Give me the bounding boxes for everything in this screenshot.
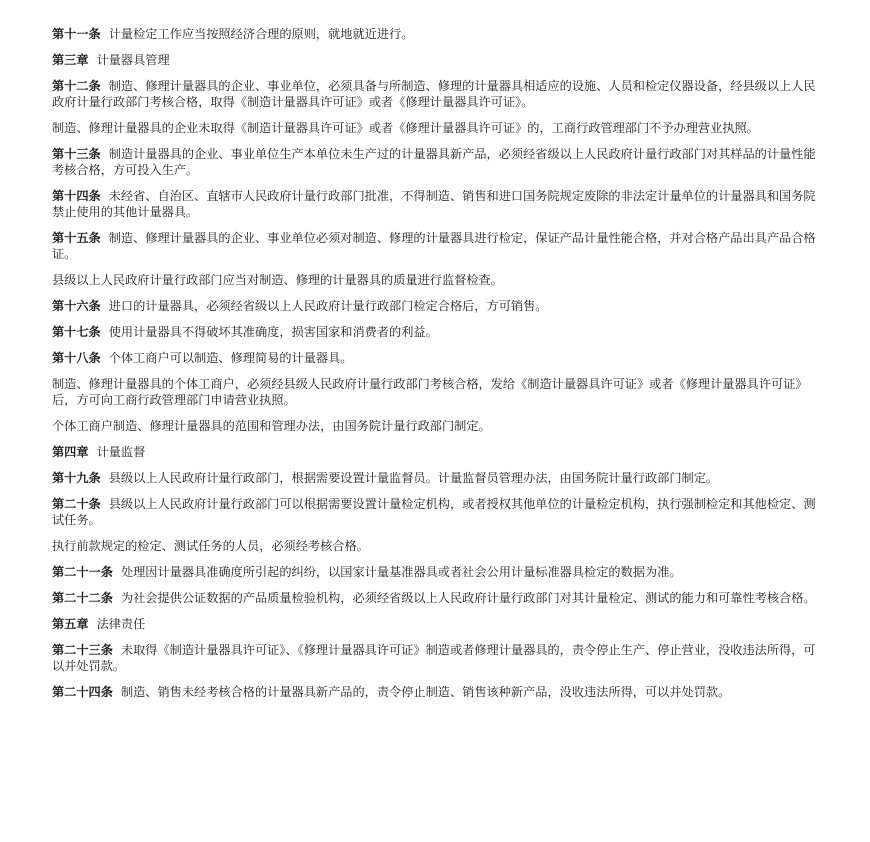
article-label: 第十九条 bbox=[52, 471, 101, 485]
chapter-heading bbox=[52, 444, 822, 460]
chapter-label: 第五章 bbox=[52, 617, 89, 631]
chapter-title: 法律责任 bbox=[96, 617, 146, 631]
document-page bbox=[52, 26, 822, 710]
article-label: 第二十三条 bbox=[52, 643, 113, 657]
article-text: 为社会提供公证数据的产品质量检验机构，必须经省级以上人民政府计量行政部门对其计量检定、测试的能力和可靠性考核合格。 bbox=[120, 591, 816, 605]
article-text: 进口的计量器具，必须经省级以上人民政府计量行政部门检定合格后，方可销售。 bbox=[108, 299, 548, 313]
body-paragraph: 个体工商户制造、修理计量器具的范围和管理办法，由国务院计量行政部门制定。 bbox=[52, 419, 491, 433]
article-paragraph bbox=[52, 298, 822, 314]
article-label: 第二十四条 bbox=[52, 685, 113, 699]
article-text: 制造、修理计量器具的企业、事业单位必须对制造、修理的计量器具进行检定，保证产品计量性能合格，并对合格产品出具产品合格证。 bbox=[52, 231, 816, 261]
article-label: 第十四条 bbox=[52, 189, 101, 203]
article-paragraph bbox=[52, 324, 822, 340]
body-paragraph: 执行前款规定的检定、测试任务的人员，必须经考核合格。 bbox=[52, 539, 369, 553]
article-text: 个体工商户可以制造、修理简易的计量器具。 bbox=[108, 351, 353, 365]
article-paragraph bbox=[52, 684, 822, 700]
article-paragraph bbox=[52, 188, 822, 220]
article-paragraph bbox=[52, 230, 822, 262]
article-paragraph bbox=[52, 590, 822, 606]
article-label: 第十三条 bbox=[52, 147, 101, 161]
article-text: 制造、销售未经考核合格的计量器具新产品的，责令停止制造、销售该种新产品，没收违法所得，可以并处罚款。 bbox=[120, 685, 731, 699]
chapter-title: 计量监督 bbox=[96, 445, 146, 459]
article-text: 制造、修理计量器具的企业、事业单位，必须具备与所制造、修理的计量器具相适应的设施、人员和检定仪器设备，经县级以上人民政府计量行政部门考核合格，取得《制造计量器具许可证》或者《修理计量器具许可证》。 bbox=[52, 79, 816, 109]
article-text: 未取得《制造计量器具许可证》、《修理计量器具许可证》制造或者修理计量器具的，责令停止生产、停止营业，没收违法所得，可以并处罚款。 bbox=[52, 643, 816, 673]
article-paragraph bbox=[52, 26, 822, 42]
article-label: 第十六条 bbox=[52, 299, 101, 313]
article-paragraph bbox=[52, 564, 822, 580]
article-text: 县级以上人民政府计量行政部门，根据需要设置计量监督员。计量监督员管理办法，由国务院计量行政部门制定。 bbox=[108, 471, 719, 485]
article-paragraph bbox=[52, 496, 822, 528]
article-text: 处理因计量器具准确度所引起的纠纷，以国家计量基准器具或者社会公用计量标准器具检定的数据为准。 bbox=[120, 565, 682, 579]
chapter-heading bbox=[52, 616, 822, 632]
article-text: 县级以上人民政府计量行政部门可以根据需要设置计量检定机构，或者授权其他单位的计量检定机构，执行强制检定和其他检定、测试任务。 bbox=[52, 497, 816, 527]
body-paragraph: 制造、修理计量器具的企业未取得《制造计量器具许可证》或者《修理计量器具许可证》的，工商行政管理部门不予办理营业执照。 bbox=[52, 121, 759, 135]
article-paragraph bbox=[52, 350, 822, 366]
article-label: 第十二条 bbox=[52, 79, 101, 93]
body-paragraph: 制造、修理计量器具的个体工商户，必须经县级人民政府计量行政部门考核合格，发给《制造计量器具许可证》或者《修理计量器具许可证》后，方可向工商行政管理部门申请营业执照。 bbox=[52, 377, 808, 407]
article-label: 第二十一条 bbox=[52, 565, 113, 579]
article-label: 第十八条 bbox=[52, 351, 101, 365]
article-text: 计量检定工作应当按照经济合理的原则，就地就近进行。 bbox=[108, 27, 414, 41]
article-paragraph bbox=[52, 146, 822, 178]
article-label: 第二十二条 bbox=[52, 591, 113, 605]
article-label: 第二十条 bbox=[52, 497, 101, 511]
article-paragraph bbox=[52, 470, 822, 486]
article-text: 未经省、自治区、直辖市人民政府计量行政部门批准，不得制造、销售和进口国务院规定废除的非法定计量单位的计量器具和国务院禁止使用的其他计量器具。 bbox=[52, 189, 816, 219]
chapter-label: 第四章 bbox=[52, 445, 89, 459]
article-paragraph bbox=[52, 642, 822, 674]
article-label: 第十七条 bbox=[52, 325, 101, 339]
article-paragraph bbox=[52, 78, 822, 110]
body-paragraph: 县级以上人民政府计量行政部门应当对制造、修理的计量器具的质量进行监督检查。 bbox=[52, 273, 503, 287]
article-text: 使用计量器具不得破坏其准确度，损害国家和消费者的利益。 bbox=[108, 325, 438, 339]
chapter-heading bbox=[52, 52, 822, 68]
chapter-label: 第三章 bbox=[52, 53, 89, 67]
article-label: 第十一条 bbox=[52, 27, 101, 41]
article-text: 制造计量器具的企业、事业单位生产本单位未生产过的计量器具新产品，必须经省级以上人民政府计量行政部门对其样品的计量性能考核合格，方可投入生产。 bbox=[52, 147, 816, 177]
chapter-title: 计量器具管理 bbox=[96, 53, 170, 67]
article-label: 第十五条 bbox=[52, 231, 101, 245]
